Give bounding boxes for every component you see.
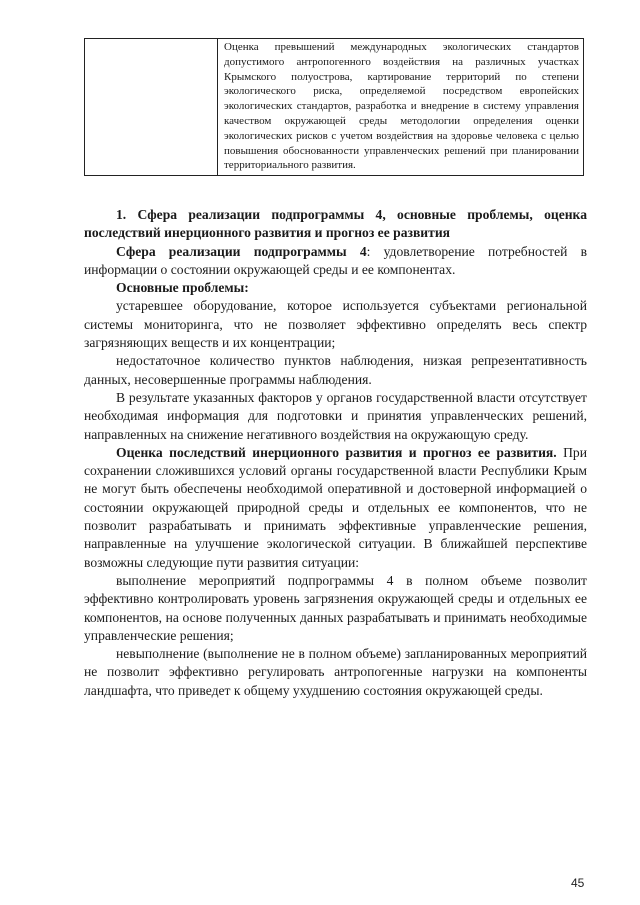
- forecast-text: При сохранении сложившихся условий органы государственной власти Республики Крым не могут быть обеспечены необходимой оперативной и достоверной информацией о состоянии окружающей природной среды и отдельных ее компонентов, что не позволит разрабатывать и принимать эффективные управленческие решения, направленные на улучшение экологической ситуации. В ближайшей перспективе возможны следующие пути развития ситуации:: [84, 444, 587, 570]
- problem-item: устаревшее оборудование, которое используется субъектами региональной системы мониторинга, что не позволяет эффективно определять весь спектр загрязняющих веществ и их концентрации;: [84, 298, 587, 351]
- table-cell-right: Оценка превышений международных экологических стандартов допустимого антропогенного воздействия на различных участках Крымского полуострова, картирование территорий по степени экологического риска, определяемой посредством европейских экологических стандартов, разработка и внедрение в систему управления качеством окружающей среды методологии определения оценки экологических рисков с учетом воздействия на здоровье человека с целью повышения обоснованности управленческих решений при планировании территориального развития.: [218, 39, 584, 176]
- scope-text: : удовлетворение потребностей в информации о состоянии окружающей среды и ее компонентах.: [84, 243, 587, 277]
- goals-table: [84, 38, 584, 176]
- problem-item: недостаточное количество пунктов наблюдения, низкая репрезентативность данных, несовершенные программы наблюдения.: [84, 353, 587, 387]
- scope-paragraph: [84, 243, 587, 280]
- page-number: 45: [571, 876, 585, 890]
- forecast-paragraph: [84, 444, 587, 572]
- problems-label: Основные проблемы:: [116, 280, 249, 296]
- table-cell-left: [85, 39, 218, 176]
- development-path-item: выполнение мероприятий подпрограммы 4 в полном объеме позволит эффективно контролировать уровень загрязнения окружающей среды и отдельных ее компонентов, на основе полученных данных разрабатывать и принимать необходимые управленческие решения;: [84, 572, 587, 643]
- consequence-paragraph: В результате указанных факторов у органов государственной власти отсутствует необходимая информация для подготовки и принятия управленческих решений, направленных на снижение негативного воздействия на окружающую среду.: [84, 389, 587, 442]
- section-heading: 1. Сфера реализации подпрограммы 4, основные проблемы, оценка последствий инерционного развития и прогноз ее развития: [84, 207, 587, 241]
- forecast-label: Оценка последствий инерционного развития и прогноз ее развития.: [116, 444, 557, 460]
- goals-table-fragment: [84, 38, 584, 176]
- scope-label: Сфера реализации подпрограммы 4: [116, 243, 367, 259]
- document-body: [84, 206, 587, 700]
- development-path-item: невыполнение (выполнение не в полном объеме) запланированных мероприятий не позволит эффективно регулировать антропогенные нагрузки на компоненты ландшафта, что приведет к общему ухудшению состояния окружающей среды.: [84, 646, 587, 698]
- table-row: [85, 39, 584, 176]
